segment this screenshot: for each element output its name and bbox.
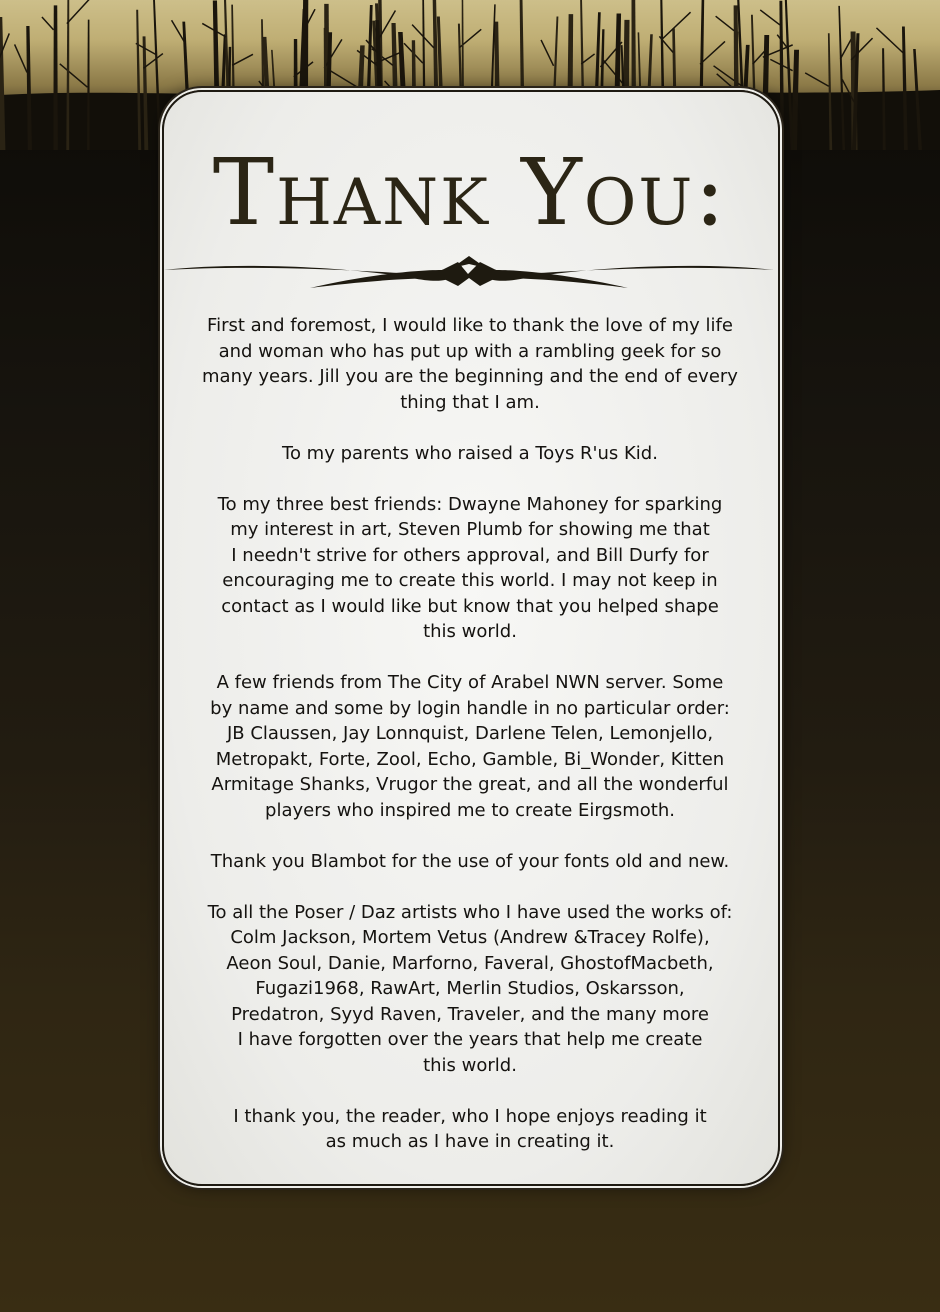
paragraph: To my three best friends: Dwayne Mahoney for sparking my interest in art, Steven Plumb for showing me that I needn't strive for others approval, and Bill Durfy for encouraging me to create this world. I may not keep in contact as I would like but know that you helped shape this world. [217,493,723,642]
paragraph: To my parents who raised a Toys R'us Kid. [282,442,658,464]
paragraph: A few friends from The City of Arabel NWN server. Some by name and some by login handle in no particular order: JB Claussen, Jay Lonnquist, Darlene Telen, Lemonjello, Metropakt, Forte, Zool, Echo, Gamble, Bi_Wonder, Kitten Armitage Shanks, Vrugor the great, and all the wonderful players who inspired me to create Eirgsmoth. [210,672,730,821]
page-title: Thank You: [212,139,728,246]
paragraph: To all the Poser / Daz artists who I have used the works of: Colm Jackson, Mortem Vetus (Andrew &Tracey Rolfe), Aeon Soul, Danie, Marforno, Faveral, GhostofMacbeth, Fugazi1968, RawArt, Merlin Studios, Oskarsson, Predatron, Syyd Raven, Traveler, and the many more I have forgotten over the years that help me create this world. [207,901,733,1076]
acknowledgements-body [190,313,750,1180]
paragraph: I thank you, the reader, who I hope enjoys reading it as much as I have in creating it. [233,1105,707,1152]
paragraph: First and foremost, I would like to thank the love of my life and woman who has put up with a rambling geek for so many years. Jill you are the beginning and the end of every thing that I am. [202,315,738,413]
paragraph: Thank you Blambot for the use of your fonts old and new. [210,850,730,872]
decorative-flourish [162,252,776,296]
